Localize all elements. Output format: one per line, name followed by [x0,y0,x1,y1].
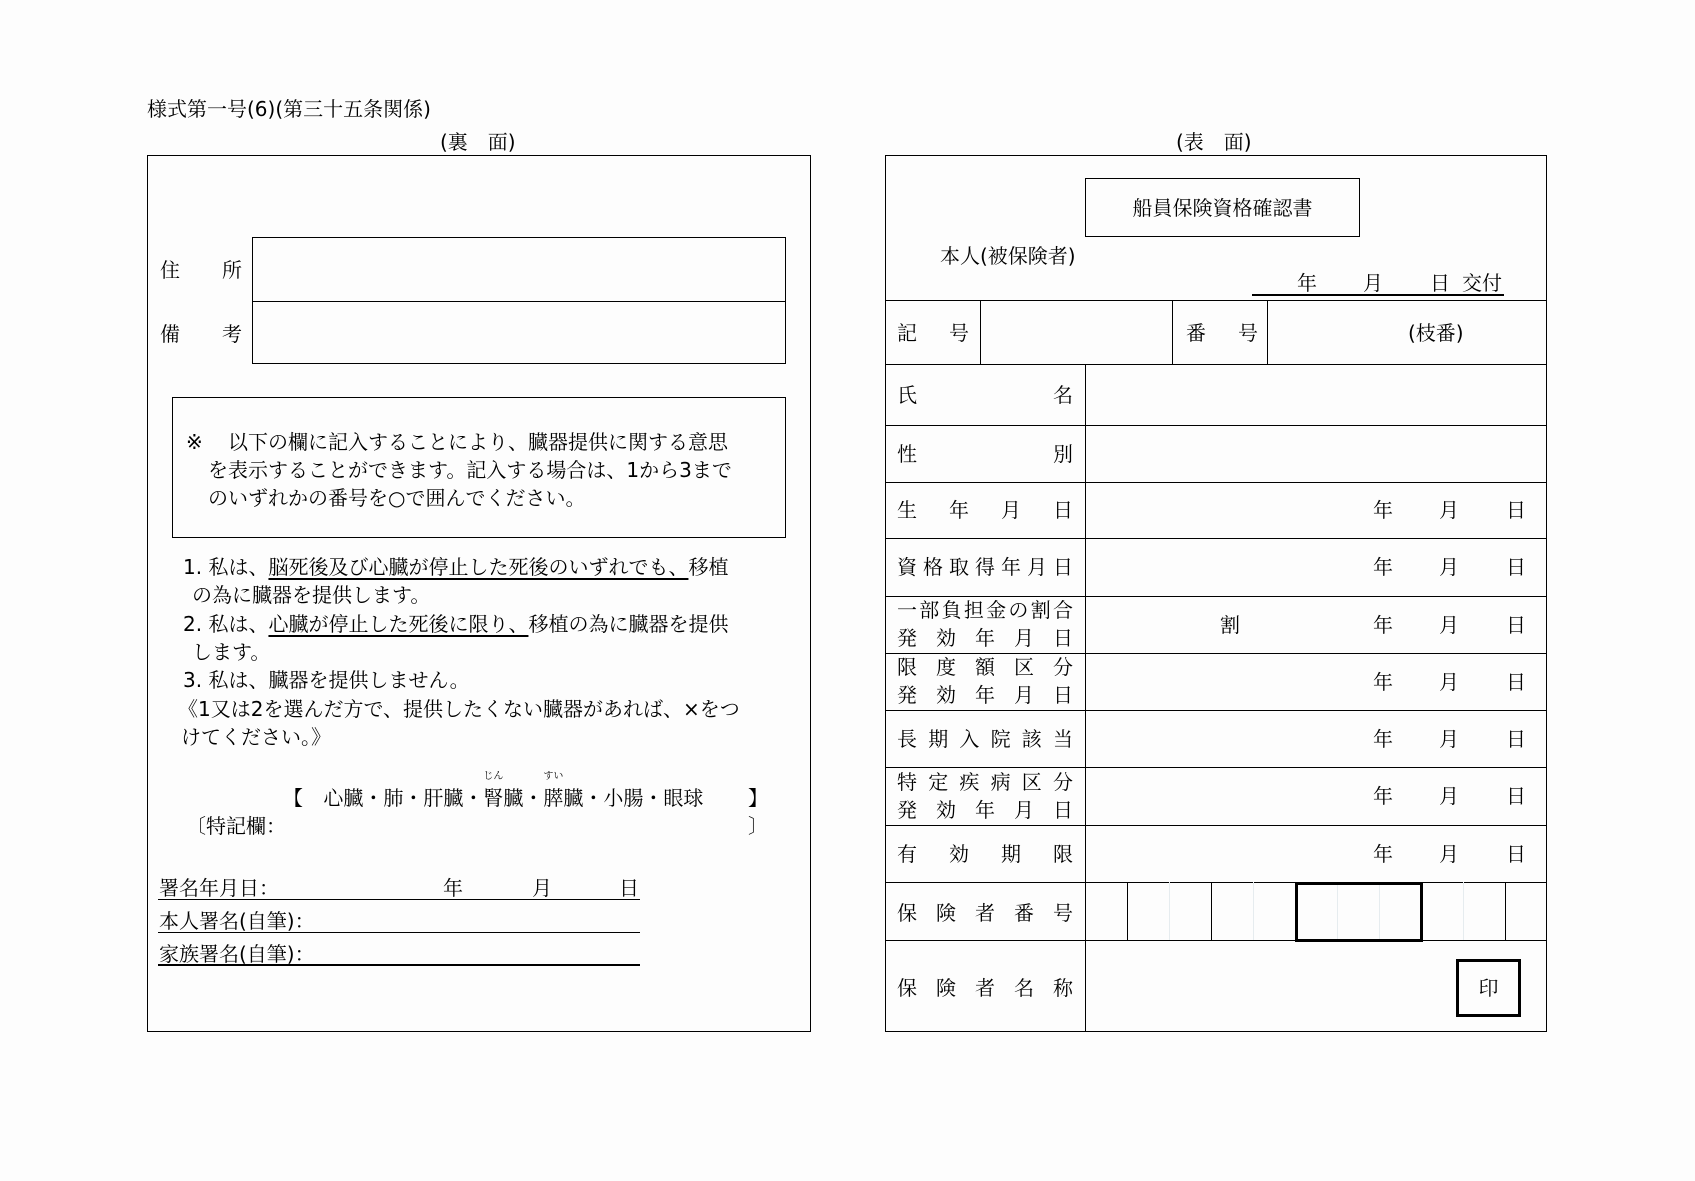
row-divider [885,825,1547,826]
expiry-year-unit: 年 [1373,842,1393,866]
limit-year-unit: 年 [1373,670,1393,694]
remarks-label [160,322,242,346]
organ-lung[interactable]: 肺 [383,786,404,810]
label-char: 記 [897,321,917,345]
sex-field[interactable] [1087,427,1545,480]
expiry-field[interactable] [1087,827,1545,880]
signature-day-unit: 日 [619,876,639,900]
copay-month-unit: 月 [1439,613,1459,637]
label-char: 効 [936,798,956,822]
row-divider [885,596,1547,597]
row-divider [885,364,1547,365]
separator: ・ [463,786,484,810]
label-char: 該 [1021,727,1042,751]
label-char: 氏 [897,383,917,407]
row-label-copay-effective [897,626,1073,650]
label-char: 保 [897,901,917,925]
form-title: 様式第一号(6)(第三十五条関係) [147,97,431,121]
row-label-limit-class [897,655,1073,679]
address-field[interactable] [253,238,784,301]
option-3[interactable]: 3. 私は、臓器を提供しません。 [183,668,470,692]
signature-date-underline [158,899,640,900]
label-char: 院 [990,727,1011,751]
row-label-insurer-name [897,976,1073,1000]
issue-date-field[interactable] [1255,268,1500,294]
insurer-name-field[interactable] [1087,942,1447,1030]
holder-type: 本人(被保険者) [940,244,1076,268]
divider [252,301,786,302]
option-2-underlined: 心臓が停止した死後に限り、 [268,612,529,636]
signature-date-label: 署名年月日： [159,876,279,900]
signature-date-field[interactable] [290,874,640,900]
label-char: 金 [986,598,1007,622]
label-char: 疾 [959,770,980,794]
remarks-field[interactable] [253,303,784,363]
label-char: 月 [1001,498,1021,522]
label-char: 負 [941,598,962,622]
option-1-prefix: 1. 私は、 [183,555,269,579]
expiry-month-unit: 月 [1439,842,1459,866]
disease-year-unit: 年 [1373,784,1393,808]
notice-mark: ※ [186,430,203,454]
front-side-label: (表 面) [1176,130,1252,154]
label-char: 効 [936,683,956,707]
issue-suffix: 交付 [1462,271,1502,295]
option-2-prefix: 2. 私は、 [183,612,269,636]
label-char: 月 [1014,683,1034,707]
row-label-insurer-number [897,901,1073,925]
row-label-limit-effective [897,683,1073,707]
label-char: 合 [1052,598,1073,622]
row-label-qualification-date [897,555,1073,579]
row-label-specific-disease [897,770,1073,794]
option-2[interactable] [183,612,728,636]
label-char: 所 [222,258,242,282]
label-char: 区 [1021,770,1042,794]
label-char: 効 [949,842,969,866]
label-char: 発 [897,683,917,707]
label-char: 限 [1053,842,1073,866]
birth-year-unit: 年 [1373,498,1393,522]
option-1-line-2: の為に臓器を提供します。 [192,583,431,607]
notice-line-2: を表示することができます。記入する場合は、1から3まで [208,458,732,482]
issue-date-underline [1252,294,1504,296]
label-char: の [1008,598,1029,622]
copay-year-unit: 年 [1373,613,1393,637]
label-char: 有 [897,842,917,866]
label-char: 入 [959,727,980,751]
label-char: 号 [1053,901,1073,925]
label-char: 生 [897,498,917,522]
row-divider [885,538,1547,539]
label-char: 年 [975,798,995,822]
label-char: 日 [1053,498,1073,522]
notice-line-1: 以下の欄に記入することにより、臓器提供に関する意思 [228,430,728,454]
label-char: 月 [1014,798,1034,822]
label-char: 発 [897,798,917,822]
ruby-sui: すい [543,771,564,782]
label-char: 番 [1014,901,1034,925]
label-column-divider [1085,364,1086,1032]
specific-disease-field[interactable] [1087,769,1545,823]
label-char: 号 [1238,321,1258,345]
qualification-date-field[interactable] [1087,540,1545,594]
label-char: 額 [975,655,995,679]
separator: ・ [403,786,424,810]
back-side-label: (裏 面) [440,130,516,154]
label-char: 保 [897,976,917,1000]
copay-ratio-unit: 割 [1220,613,1240,637]
special-notes-label: 〔特記欄： [186,814,286,838]
label-char: 日 [1053,555,1073,579]
qual-year-unit: 年 [1373,555,1393,579]
label-char: 特 [897,770,917,794]
row-divider [885,940,1547,941]
close-bracket: 】 [748,786,768,810]
label-char: 年 [949,498,969,522]
number-label [1186,321,1258,345]
disease-month-unit: 月 [1439,784,1459,808]
self-signature-underline [158,932,640,933]
label-char: 日 [1053,798,1073,822]
copay-day-unit: 日 [1506,613,1526,637]
copay-ratio-field[interactable] [1090,600,1215,650]
label-char: 取 [949,555,969,579]
organ-eyeball[interactable]: 眼球 [663,786,704,810]
label-char: 度 [936,655,956,679]
option-2-line-2: します。 [192,640,271,664]
label-char: 月 [1027,555,1047,579]
separator: ・ [643,786,664,810]
label-char: 名 [1053,383,1073,407]
disease-day-unit: 日 [1506,784,1526,808]
seal-label: 印 [1478,976,1499,1000]
label-char: 年 [975,683,995,707]
copay-effective-date-field[interactable] [1250,600,1545,650]
label-char: 格 [923,555,943,579]
label-char: 定 [928,770,949,794]
birth-month-unit: 月 [1439,498,1459,522]
label-char: 者 [975,976,995,1000]
hosp-year-unit: 年 [1373,727,1393,751]
col-divider [1172,300,1173,364]
label-char: 一 [897,598,917,622]
birthdate-field[interactable] [1087,484,1545,536]
row-label-expiry [897,842,1073,866]
label-char: 称 [1053,976,1073,1000]
col-divider [1267,300,1268,364]
label-char: 期 [928,727,949,751]
row-divider [885,482,1547,483]
limit-day-unit: 日 [1506,670,1526,694]
label-char: 番 [1186,321,1206,345]
label-char: 限 [897,655,917,679]
separator: ・ [363,786,384,810]
hosp-month-unit: 月 [1439,727,1459,751]
label-char: 性 [897,442,917,466]
self-signature-label: 本人署名(自筆)： [159,909,315,933]
row-divider [885,882,1547,883]
row-label-long-term-hospitalization [897,727,1073,751]
label-char: 名 [1014,976,1034,1000]
label-char: 長 [897,727,917,751]
organ-list [283,771,704,810]
organ-pancreas-label: 膵臓 [543,786,584,810]
row-label-name [897,383,1073,407]
row-label-specific-disease-effective [897,798,1073,822]
row-label-sex [897,442,1073,466]
qual-month-unit: 月 [1439,555,1459,579]
label-char: 年 [975,626,995,650]
row-divider [885,653,1547,654]
organ-kidney[interactable] [483,771,524,810]
label-char: 日 [1053,683,1073,707]
option-1-suffix: 移植 [688,555,729,579]
family-signature-underline [158,964,640,966]
organ-heart[interactable]: 心臓 [323,786,364,810]
label-char: 得 [975,555,995,579]
option-2-suffix: 移植の為に臓器を提供 [528,612,729,636]
row-label-birthdate [897,498,1073,522]
label-char: 当 [1052,727,1073,751]
ruby-jin: じん [483,771,504,782]
row-divider [885,425,1547,426]
row-divider [885,300,1547,301]
col-divider [980,300,981,364]
branch-number-label: (枝番) [1408,321,1464,345]
seal-box [1456,959,1521,1017]
birth-day-unit: 日 [1506,498,1526,522]
issue-month-unit: 月 [1363,271,1383,295]
label-char: 者 [975,901,995,925]
label-char: 号 [949,321,969,345]
symbol-label [897,321,969,345]
number-field[interactable] [1269,302,1409,362]
option-1-underlined: 脳死後及び心臓が停止した死後のいずれでも、 [268,555,689,579]
organ-note-line-1: 《1又は2を選んだ方で、提供したくない臓器があれば、×をつ [178,697,740,721]
label-char: 分 [1053,655,1073,679]
label-char: 割 [1030,598,1051,622]
symbol-field[interactable] [982,302,1170,362]
open-bracket: 【 [283,786,303,810]
special-notes-close: 〕 [748,814,768,838]
label-char: 効 [936,626,956,650]
special-notes-field[interactable] [290,814,740,840]
organ-small-intestine[interactable]: 小腸 [603,786,644,810]
limit-month-unit: 月 [1439,670,1459,694]
family-signature-field[interactable] [330,939,640,965]
insurer-number-field[interactable] [1087,884,1545,938]
label-char: 年 [1001,555,1021,579]
long-term-hospitalization-field[interactable] [1087,712,1545,765]
row-divider [885,710,1547,711]
label-char: 考 [222,322,242,346]
label-char: 発 [897,626,917,650]
self-signature-field[interactable] [330,906,640,932]
label-char: 備 [160,322,180,346]
label-char: 月 [1014,626,1034,650]
notice-line-3: のいずれかの番号を○で囲んでください。 [208,486,586,510]
label-char: 区 [1014,655,1034,679]
address-label [160,258,242,282]
issue-year-unit: 年 [1297,271,1317,295]
hosp-day-unit: 日 [1506,727,1526,751]
expiry-day-unit: 日 [1506,842,1526,866]
name-field[interactable] [1087,366,1545,423]
organ-kidney-label: 腎臓 [483,786,524,810]
label-char: 資 [897,555,917,579]
label-char: 険 [936,976,956,1000]
card-title: 船員保険資格確認書 [1132,196,1313,220]
signature-year-unit: 年 [443,876,463,900]
separator: ・ [523,786,544,810]
label-char: 病 [990,770,1011,794]
label-char: 険 [936,901,956,925]
row-label-copay-ratio [897,598,1073,622]
row-divider [885,767,1547,768]
label-char: 日 [1053,626,1073,650]
option-1[interactable] [183,555,728,579]
organ-liver[interactable]: 肝臓 [423,786,464,810]
qual-day-unit: 日 [1506,555,1526,579]
label-char: 期 [1001,842,1021,866]
label-char: 担 [963,598,984,622]
separator: ・ [583,786,604,810]
label-char: 分 [1052,770,1073,794]
label-char: 部 [919,598,940,622]
organ-note-line-2: けてください。》 [181,725,331,749]
label-char: 住 [160,258,180,282]
signature-month-unit: 月 [532,876,552,900]
limit-class-field[interactable] [1087,655,1545,708]
issue-day-unit: 日 [1430,271,1450,295]
family-signature-label: 家族署名(自筆)： [159,942,315,966]
label-char: 別 [1053,442,1073,466]
organ-pancreas[interactable] [543,771,584,810]
